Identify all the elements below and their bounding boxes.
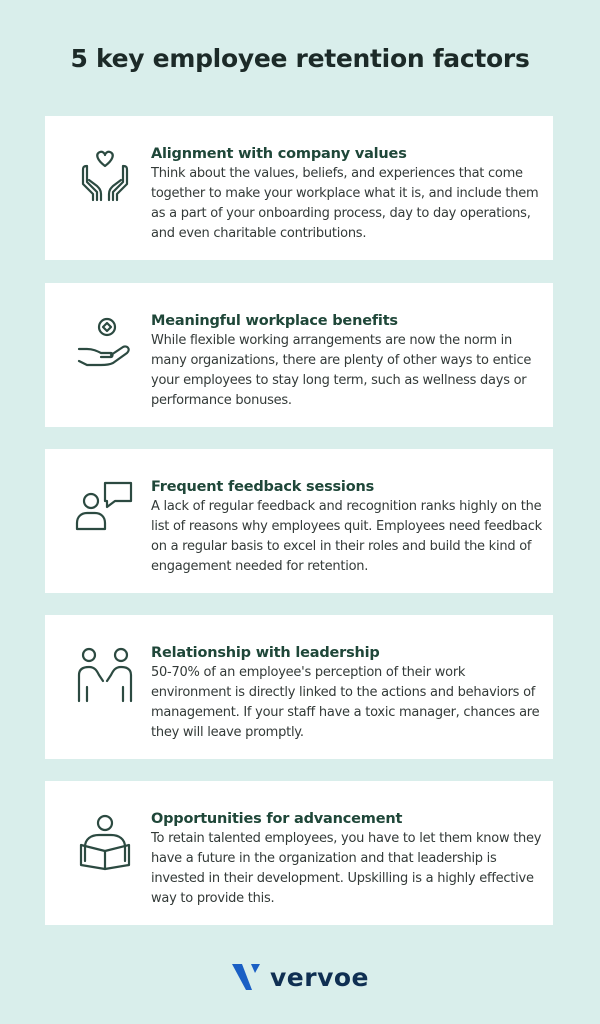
factor-body: While flexible working arrangements are now the norm in many organizations, there are plenty of other ways to entice your employees to stay long term, such as wellness days or performance bonuses. — [151, 333, 532, 408]
factor-body: A lack of regular feedback and recognition ranks highly on the list of reasons why employees quit. Employees need feedback on a regular basis to excel in their roles and build the kind of engagement needed for retention. — [151, 499, 542, 574]
factor-body: Think about the values, beliefs, and experiences that come together to make your workplace what it is, and include them as a part of your onboarding process, day to day operations, and even charitable contributions. — [151, 166, 539, 241]
factor-heading: Relationship with leadership — [151, 645, 380, 661]
person-reading-icon — [75, 811, 135, 871]
hand-coin-icon — [75, 313, 135, 373]
factor-heading: Opportunities for advancement — [151, 811, 403, 827]
factor-card-leadership — [45, 615, 553, 759]
factor-card-benefits — [45, 283, 553, 427]
factor-heading: Alignment with company values — [151, 146, 407, 162]
factor-body: To retain talented employees, you have to let them know they have a future in the organization and that leadership is invested in their development. Upskilling is a highly effective way to provide this. — [151, 831, 542, 906]
brand-name: vervoe — [270, 963, 370, 992]
hands-heart-icon — [75, 146, 135, 206]
factor-card-advancement — [45, 781, 553, 925]
vervoe-v-icon — [232, 964, 262, 992]
factor-card-feedback — [45, 449, 553, 593]
vervoe-logo — [232, 963, 369, 992]
page-title: 5 key employee retention factors — [70, 44, 530, 73]
factor-heading: Frequent feedback sessions — [151, 479, 375, 495]
factor-body: 50-70% of an employee's perception of their work environment is directly linked to the actions and behaviors of management. If your staff have a toxic manager, chances are they will leave promptly. — [151, 665, 540, 740]
factor-heading: Meaningful workplace benefits — [151, 313, 398, 329]
factor-card-values — [45, 116, 553, 260]
two-people-icon — [75, 645, 135, 705]
person-speech-icon — [75, 479, 135, 539]
